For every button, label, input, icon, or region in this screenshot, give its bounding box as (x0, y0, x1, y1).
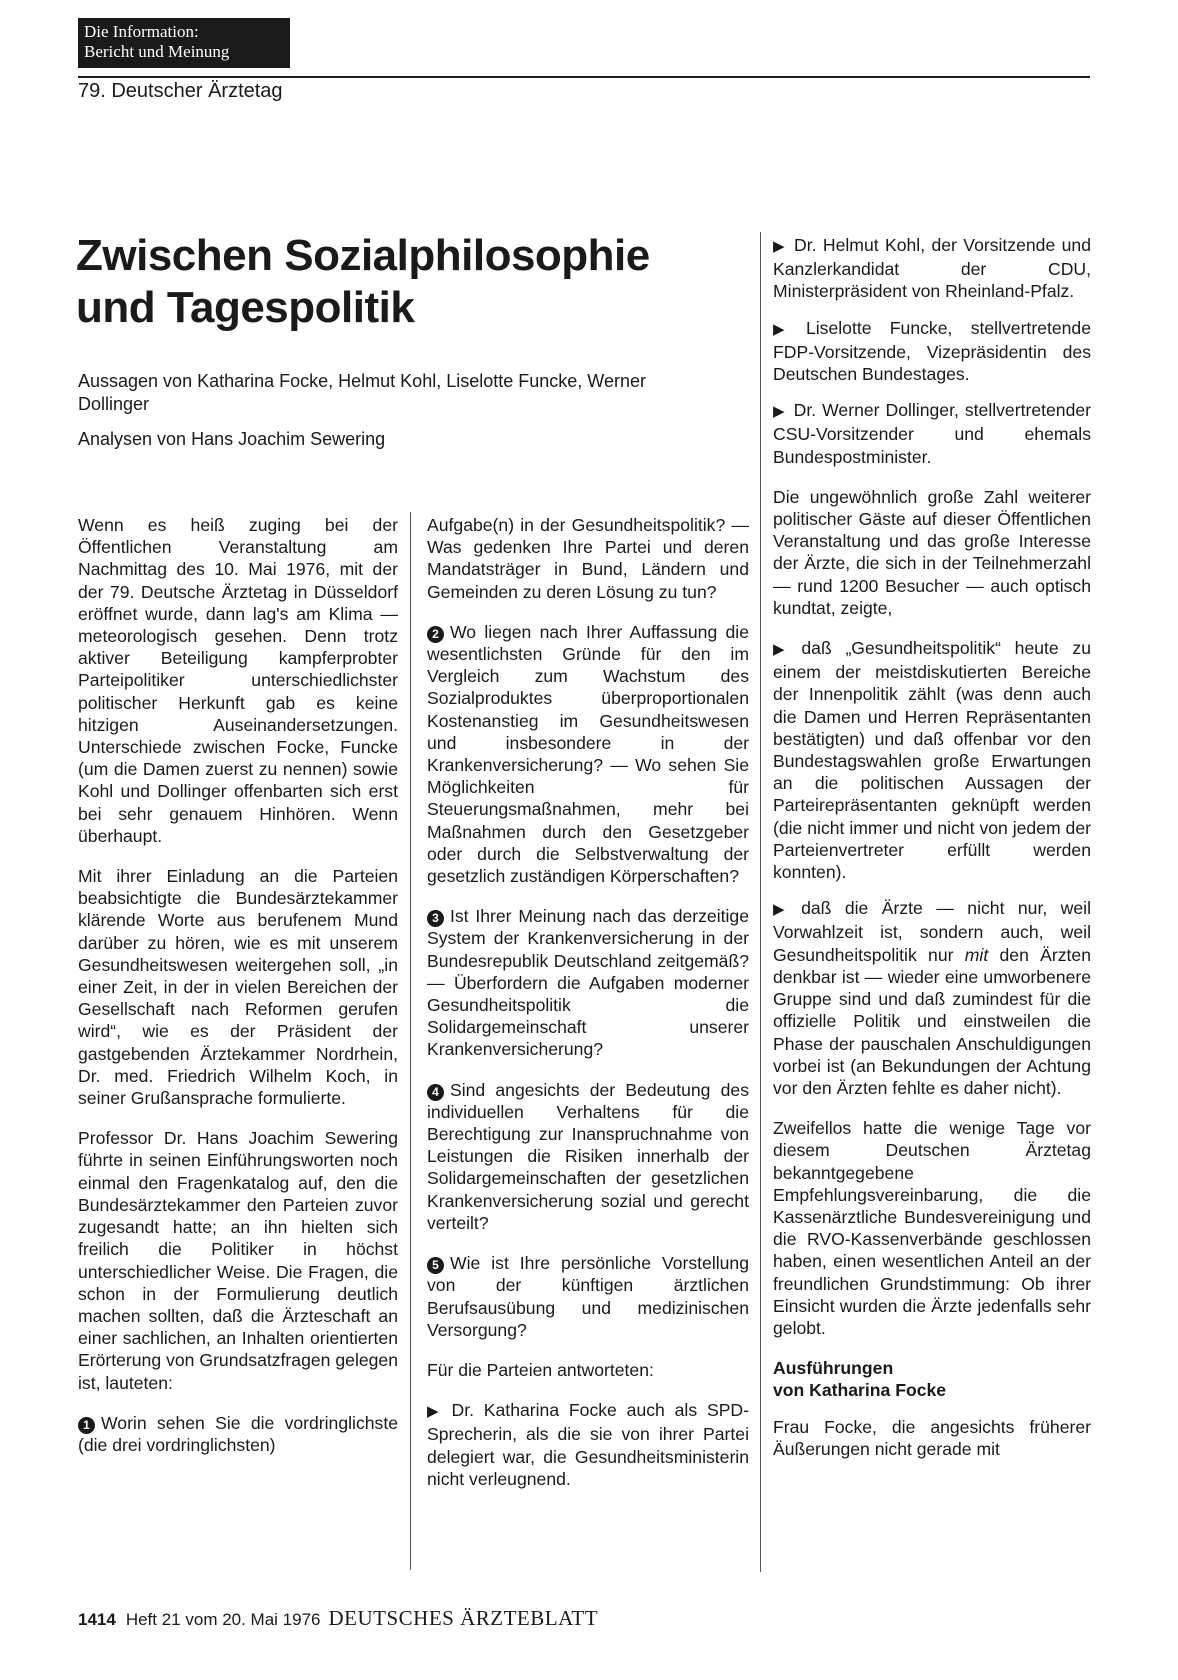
question-number-icon: 2 (427, 626, 444, 643)
bullet-text: daß „Gesundheitspolitik“ heute zu einem der meistdiskutierten Bereiche der Innenpolitik zählt (was denn auch die Damen und Herren Repräsentanten bestätigten) und daß offenbar vor den Bundestagswahlen große Erwartungen an die politischen Aussagen der Parteirepräsentanten geknüpft werden (die nicht immer und nicht von jedem der Parteienvertreter erfüllt werden konnten). (773, 638, 1091, 883)
bullet-point (773, 637, 1091, 883)
section-badge (78, 18, 290, 68)
bullet-text-pre: daß die Ärzte — nicht nur, weil Vorwahlzeit ist, sondern auch, weil Gesundheitspolitik nur (773, 898, 1091, 965)
triangle-bullet-icon: ▶ (773, 320, 798, 338)
bullet-text: Dr. Werner Dollinger, stellvertretender CSU-Vorsitzender und ehemals Bundespostminister. (773, 400, 1091, 467)
subheading (773, 1357, 1091, 1401)
paragraph: Die ungewöhnlich große Zahl weiterer politischer Gäste auf dieser Öffentlichen Veranstaltung und das große Interesse der Ärzte, die sich in der Teilnehmerzahl — rund 1200 Besucher — auch optisch kundtat, zeigte, (773, 486, 1091, 618)
bullet-text-post: den Ärzten denkbar ist — wieder eine umworbenere Gruppe sind und daß zumindest für die offizielle Politik und einstweilen die Phase der pauschalen Anschuldigungen vorbei ist (an Bekundungen der Achtung vor den Ärzten fehlte es daher nicht). (773, 944, 1091, 1098)
triangle-bullet-icon: ▶ (427, 1403, 444, 1421)
question-number-icon: 5 (427, 1257, 444, 1274)
bullet-kohl (773, 234, 1091, 303)
triangle-bullet-icon: ▶ (773, 641, 794, 659)
bullet-point (773, 897, 1091, 1099)
bullet-text: Liselotte Funcke, stellvertretende FDP-Vorsitzende, Vizepräsidentin des Deutschen Bundestages. (773, 317, 1091, 385)
question-number-icon: 3 (427, 910, 444, 927)
question-2 (427, 621, 749, 887)
question-text: Sind angesichts der Bedeutung des individuellen Verhaltens für die Berechtigung zur Inanspruchnahme von Leistungen die Risiken innerhalb der Solidargemeinschaften der gesetzlichen Krankenversicherung sozial und gerecht verteilt? (427, 1079, 749, 1233)
question-5 (427, 1252, 749, 1341)
topic-label: 79. Deutscher Ärztetag (78, 80, 283, 102)
section-badge-line2: Bericht und Meinung (84, 42, 230, 61)
question-text: Wo liegen nach Ihrer Auffassung die wesentlichsten Gründe für den im Vergleich zum Wachstum des Sozialproduktes überproportionalen Kostenanstieg im Gesundheitswesen und insbesondere in der Krankenversicherung? — Wo sehen Sie Möglichkeiten für Steuerungsmaßnahmen, mehr bei Maßnahmen durch den Gesetzgeber oder durch die Selbstverwaltung der gesetzlich zuständigen Körperschaften? (427, 621, 749, 887)
bullet-focke (427, 1399, 749, 1490)
triangle-bullet-icon: ▶ (773, 901, 794, 919)
paragraph: Professor Dr. Hans Joachim Sewering führte in seinen Einführungsworten noch einmal den Fragenkatalog auf, den die Bundesärztekammer den Parteien zuvor zugesandt hatte; an ihn hielten sich freilich die Politiker in höchst unterschiedlicher Weise. Die Fragen, die schon in der Formulierung deutlich machen sollten, daß die Ärzteschaft an einer sachlichen, an Inhalten orientierten Erörterung von Grundsatzfragen gelegen ist, lauteten: (78, 1128, 398, 1393)
bullet-funcke (773, 317, 1091, 386)
magazine-name: DEUTSCHES ÄRZTEBLATT (328, 1606, 599, 1630)
bullet-text: Dr. Helmut Kohl, der Vorsitzende und Kanzlerkandidat der CDU, Ministerpräsident von Rheinland-Pfalz. (773, 235, 1091, 302)
column-rule-1 (410, 512, 411, 1570)
question-text: Wie ist Ihre persönliche Vorstellung von der künftigen ärztlichen Berufsausübung und medizinischen Versorgung? (427, 1253, 749, 1340)
question-number-icon: 1 (78, 1417, 95, 1434)
header-rule (78, 76, 1090, 78)
paragraph: Aufgabe(n) in der Gesundheitspolitik? — Was gedenken Ihre Partei und deren Mandatsträger in Bund, Ländern und Gemeinden zu deren Lösung zu tun? (427, 515, 749, 602)
question-text: Worin sehen Sie die vordringlichste (die drei vordringlichsten) (78, 1412, 398, 1455)
question-1 (78, 1412, 398, 1456)
paragraph: Frau Focke, die angesichts früherer Äußerungen nicht gerade mit (773, 1416, 1091, 1459)
question-4 (427, 1079, 749, 1234)
article-analyses: Analysen von Hans Joachim Sewering (78, 429, 386, 449)
issue-info: Heft 21 vom 20. Mai 1976 (125, 1610, 321, 1629)
question-3 (427, 905, 749, 1060)
column-1 (78, 514, 398, 1474)
bullet-dollinger (773, 399, 1091, 468)
question-text: Ist Ihrer Meinung nach das derzeitige System der Krankenversicherung in der Bundesrepublik Deutschland zeitgemäß? — Überfordern die Aufgaben moderner Gesundheitspolitik die Solidargemeinschaft unserer Krankenversicherung? (427, 906, 749, 1060)
subheading-line2: von Katharina Focke (773, 1380, 947, 1401)
triangle-bullet-icon: ▶ (773, 403, 786, 421)
column-3 (773, 234, 1091, 1478)
paragraph: Mit ihrer Einladung an die Parteien beabsichtigte die Bundesärztekammer klärende Worte aus berufenem Mund darüber zu hören, wie es mit unserem Gesundheitswesen weitergehen soll, „in einer Zeit, in der in vielen Bereichen der Gesellschaft nach Reformen gerufen wird“, wie es der Präsident der gastgebenden Ärztekammer Nordrhein, Dr. med. Friedrich Wilhelm Koch, in seiner Grußansprache formulierte. (78, 866, 398, 1109)
bullet-text-emphasis: mit (964, 944, 989, 965)
section-badge-line1: Die Information: (84, 22, 199, 41)
paragraph: Für die Parteien antworteten: (427, 1359, 654, 1380)
page-footer (78, 1606, 598, 1631)
column-2 (427, 514, 749, 1508)
subheading-line1: Ausführungen (773, 1358, 894, 1379)
bullet-text: Dr. Katharina Focke auch als SPD-Sprecherin, als die sie von ihrer Partei delegiert war, die Gesundheitsministerin nicht verleugnend. (427, 1400, 749, 1489)
column-rule-2 (760, 232, 761, 1572)
article-title: Zwischen Sozialphilosophie und Tagespolitik (76, 231, 650, 332)
paragraph: Wenn es heiß zuging bei der Öffentlichen Veranstaltung am Nachmittag des 10. Mai 1976, mit der der 79. Deutsche Ärztetag in Düsseldorf eröffnet wurde, dann lag's am Klima — meteorologisch gesehen. Denn trotz aktiver Beteiligung kampferprobter Parteipolitiker unterschiedlichster politischer Herkunft gab es keine hitzigen Auseinandersetzungen. Unterschiede zwischen Focke, Funcke (um die Damen zuerst zu nennen) sowie Kohl und Dollinger offenbarten sich erst bei sehr genauem Hinhören. Wenn überhaupt. (78, 515, 398, 846)
article-statements: Aussagen von Katharina Focke, Helmut Kohl, Liselotte Funcke, Werner Dollinger (78, 371, 646, 414)
page-number: 1414 (78, 1610, 116, 1629)
question-number-icon: 4 (427, 1084, 444, 1101)
triangle-bullet-icon: ▶ (773, 238, 787, 255)
paragraph: Zweifellos hatte die wenige Tage vor diesem Deutschen Ärztetag bekanntgegebene Empfehlungsvereinbarung, die die Kassenärztliche Bundesvereinigung und die RVO-Kassenverbände geschlossen haben, einen wesentlichen Anteil an der freundlichen Grundstimmung: Ob ihrer Einsicht wurden die Ärzte jedenfalls sehr gelobt. (773, 1118, 1091, 1338)
